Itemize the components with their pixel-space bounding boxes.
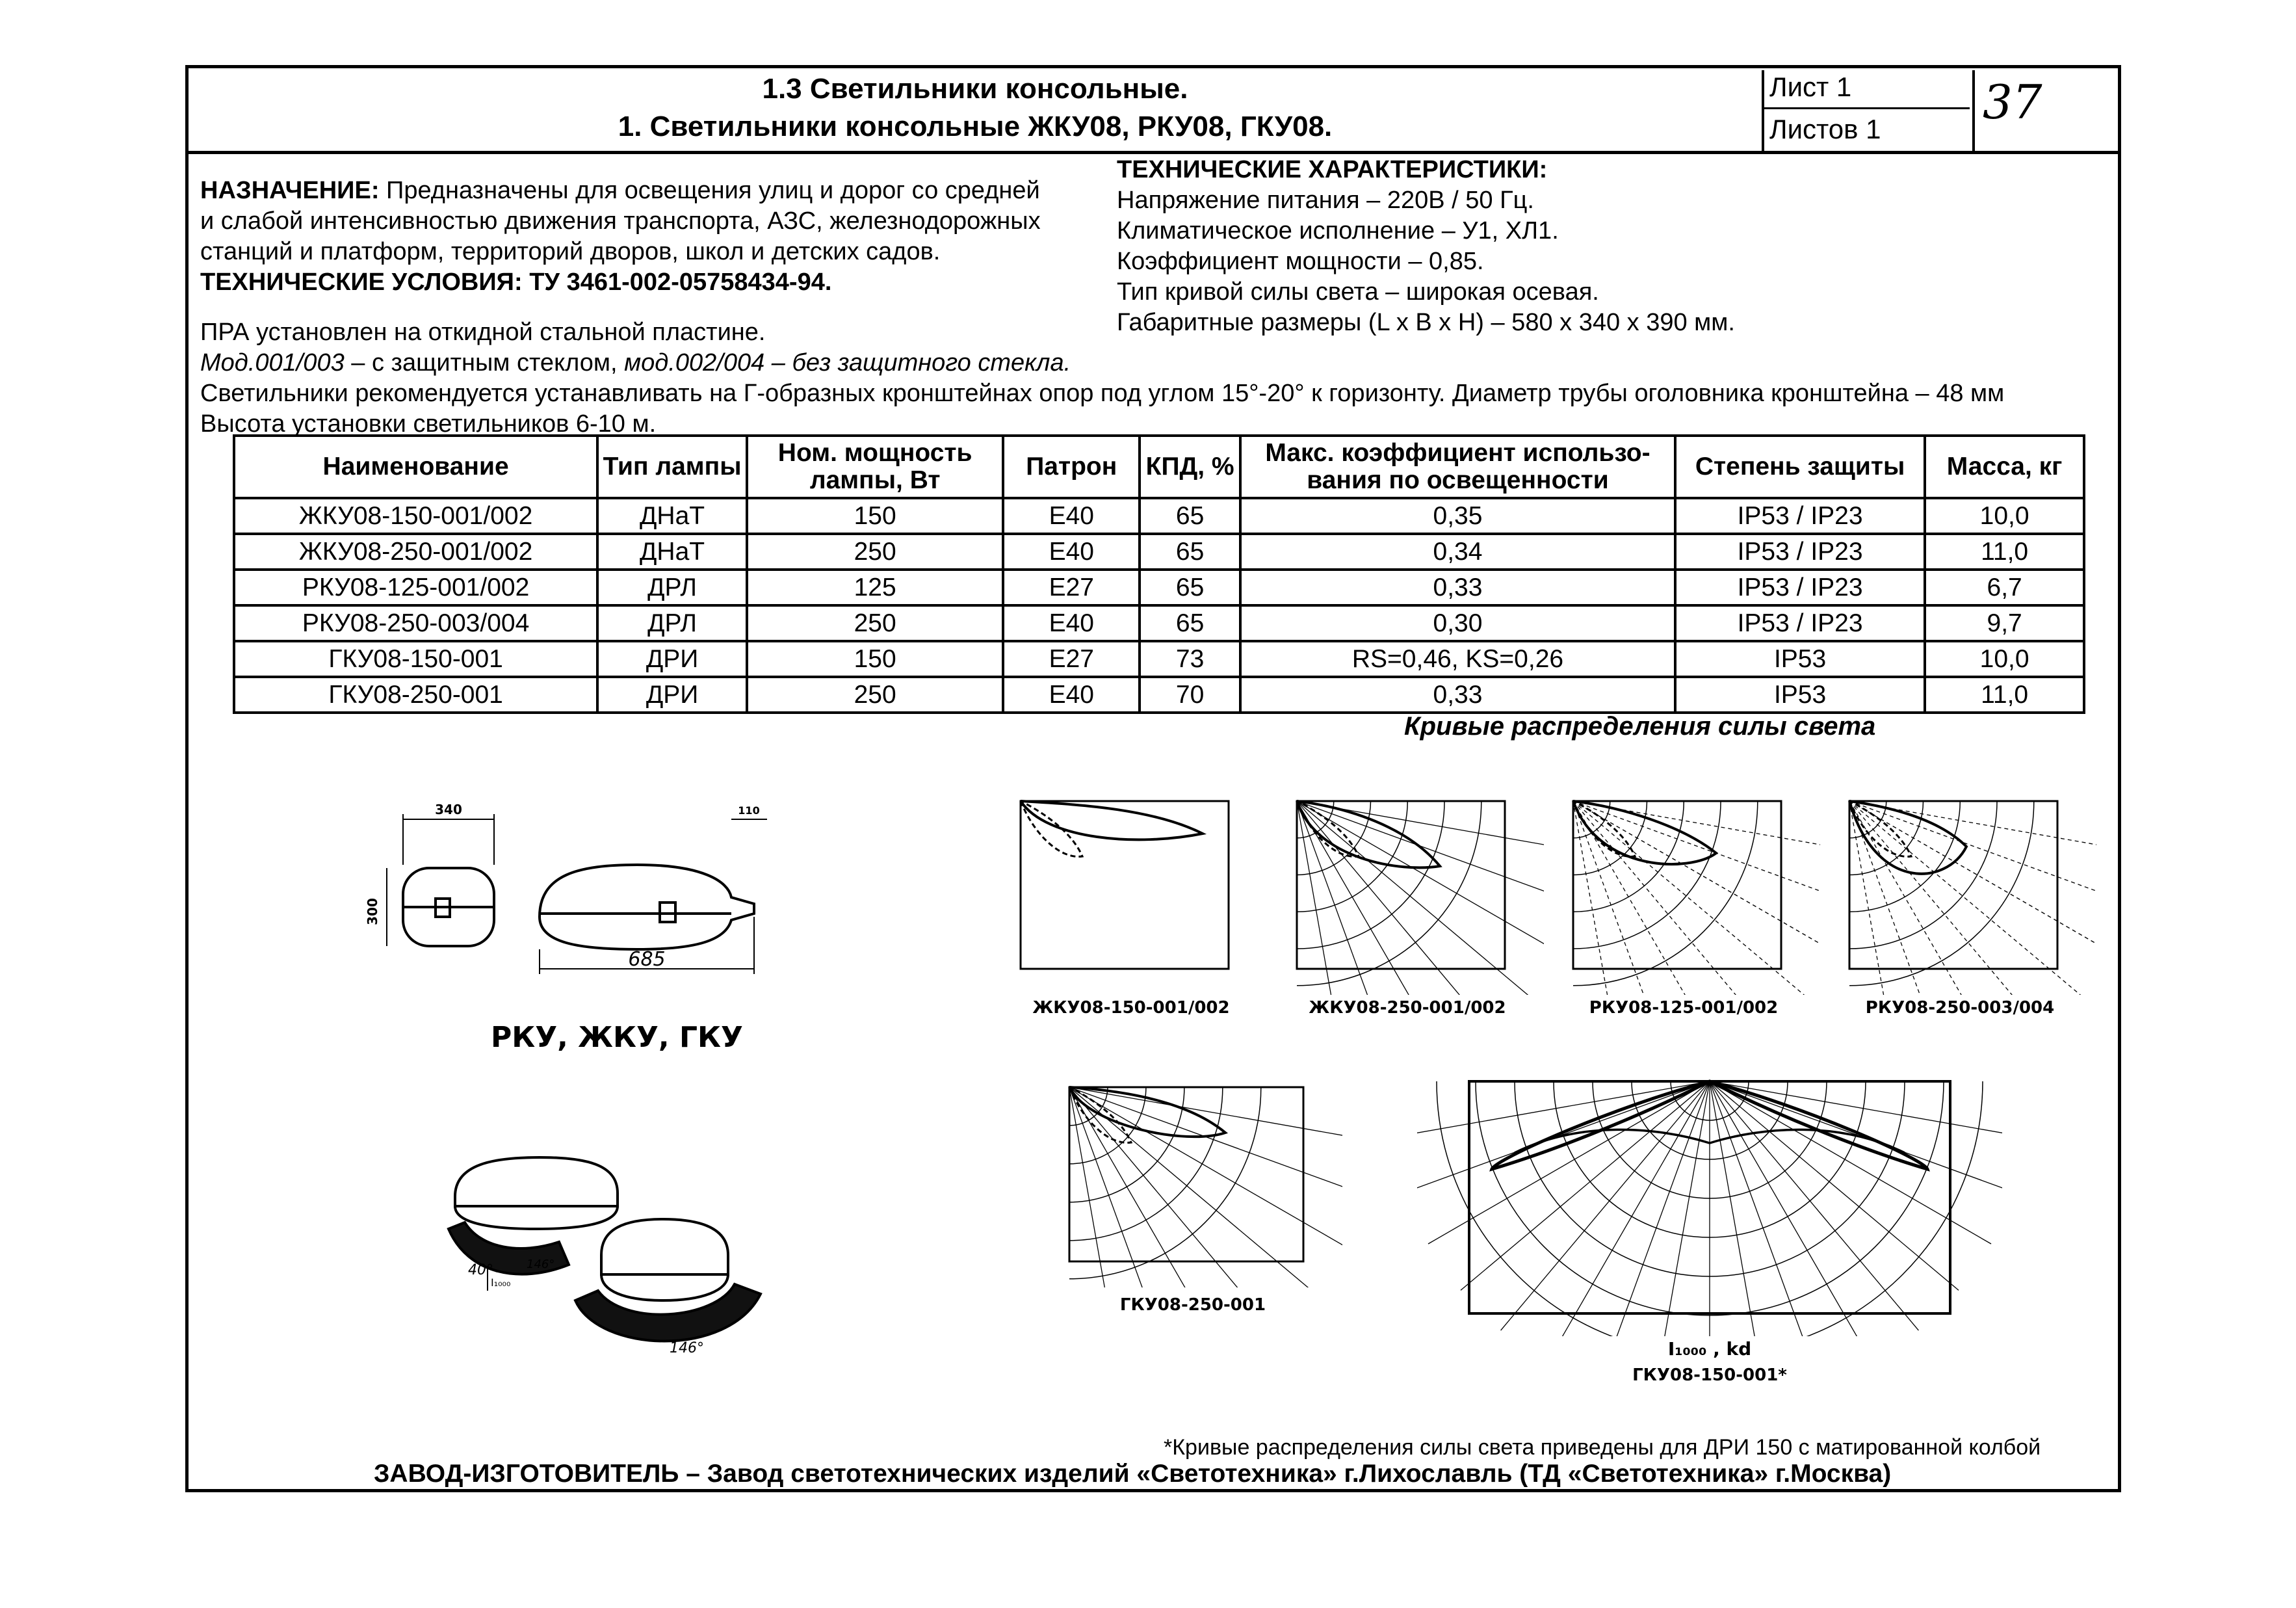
technical-conditions: ТЕХНИЧЕСКИЕ УСЛОВИЯ: ТУ 3461-002-05758434-94.: [200, 269, 832, 296]
chart-axis-gku-150: I₁₀₀₀ , kd: [1667, 1338, 1752, 1360]
footnote: *Кривые распределения силы света приведены для ДРИ 150 с матированной колбой: [1164, 1435, 2041, 1460]
grid-ray: [1849, 801, 2096, 869]
table-cell: 11,0: [1925, 534, 2084, 570]
table-cell: 73: [1140, 641, 1240, 677]
luminaire-3d-drawing: [429, 1144, 793, 1359]
table-cell: ДРЛ: [597, 605, 747, 641]
tech-voltage: Напряжение питания – 220В / 50 Гц.: [1117, 187, 1534, 214]
tech-heading: ТЕХНИЧЕСКИЕ ХАРАКТЕРИСТИКИ:: [1117, 156, 1548, 183]
tech-power-factor: Коэффициент мощности – 0,85.: [1117, 248, 1484, 275]
table-cell: 150: [747, 498, 1003, 534]
curve-c90: [1297, 801, 1359, 856]
polar-chart-rku-250: [1823, 787, 2096, 995]
grid-ray: [1573, 801, 1820, 869]
table-cell: 10,0: [1925, 498, 2084, 534]
table-cell: ЖКУ08-250-001/002: [234, 534, 597, 570]
curve-c0: [1849, 801, 1966, 874]
polar-chart-gku-150: [1417, 1063, 2002, 1336]
polar-chart-gku-250: [1043, 1073, 1342, 1287]
table-cell: IP53 / IP23: [1675, 534, 1925, 570]
table-cell: ГКУ08-150-001: [234, 641, 597, 677]
table-cell: 70: [1140, 677, 1240, 713]
table-cell: 250: [747, 677, 1003, 713]
table-cell: 65: [1140, 605, 1240, 641]
curve-c0: [1297, 801, 1440, 867]
sheets-count-label: Листов 1: [1769, 114, 1881, 144]
grid-ray: [1573, 801, 1820, 995]
luminaire-dimension-drawing: [364, 800, 819, 995]
dim-length-label: 685: [628, 948, 666, 971]
table-cell: 11,0: [1925, 677, 2084, 713]
table-cell: 10,0: [1925, 641, 2084, 677]
grid-ray: [1069, 1087, 1342, 1282]
table-cell: 0,33: [1240, 570, 1675, 605]
grid-ray: [1849, 801, 2096, 934]
chart-label-gku-150: ГКУ08-150-001*: [1632, 1365, 1787, 1385]
title-line-2: 1. Светильники консольные ЖКУ08, РКУ08, ГКУ08.: [618, 111, 1333, 142]
tech-block: [1117, 155, 2092, 338]
curves-caption: Кривые распределения силы света: [1404, 712, 1876, 741]
table-cell: 250: [747, 605, 1003, 641]
purpose-text-1: Предназначены для освещения улиц и дорог со средней: [379, 177, 1040, 204]
grid-ray: [1417, 1081, 1710, 1138]
spec-table: [233, 434, 2085, 714]
grid-ray: [1069, 1087, 1264, 1287]
grid-ray: [1710, 1081, 2002, 1138]
table-cell: 65: [1140, 498, 1240, 534]
polar-chart-rku-125: [1547, 787, 1820, 995]
grid-ray: [1573, 801, 1706, 995]
note-height: Высота установки светильников 6-10 м.: [200, 410, 657, 438]
grid-ray: [1849, 801, 1983, 995]
grid-arc: [1849, 801, 1924, 875]
chart-frame: [1573, 801, 1781, 969]
grid-ray: [1710, 1081, 1918, 1330]
tech-curve-type: Тип кривой силы света – широкая осевая.: [1117, 278, 1599, 306]
table-row: [234, 498, 2084, 534]
grid-arc: [1573, 801, 1647, 875]
purpose-text-2: и слабой интенсивностью движения транспорта, АЗС, железнодорожных: [200, 207, 1041, 235]
luminaire-label: РКУ, ЖКУ, ГКУ: [491, 1021, 743, 1054]
intensity-label: I₁₀₀₀: [491, 1276, 511, 1289]
table-cell: 6,7: [1925, 570, 2084, 605]
grid-ray: [1297, 801, 1544, 995]
grid-ray: [1849, 801, 2096, 995]
chart-frame: [1297, 801, 1505, 969]
title-line-1: 1.3 Светильники консольные.: [762, 73, 1188, 105]
table-cell: ДРИ: [597, 677, 747, 713]
table-cell: 65: [1140, 570, 1240, 605]
table-cell: IP53: [1675, 641, 1925, 677]
table-cell: РКУ08-125-001/002: [234, 570, 597, 605]
col-header-efficiency: КПД, %: [1140, 436, 1240, 498]
purpose-text-3: станций и платформ, территорий дворов, школ и детских садов.: [200, 238, 941, 265]
angle-146-label: 146°: [670, 1340, 704, 1356]
table-cell: Е27: [1003, 570, 1140, 605]
curve-c0: [1069, 1087, 1225, 1137]
col-header-power: Ном. мощность лампы, Вт: [747, 436, 1003, 498]
grid-ray: [1461, 1081, 1710, 1290]
notes-block: [200, 317, 2085, 440]
chart-frame: [1849, 801, 2057, 969]
chart-label-zhku-150: ЖКУ08-150-001/002: [1032, 998, 1230, 1018]
sheet-label: Лист 1: [1769, 72, 1852, 102]
col-header-lamp-type: Тип лампы: [597, 436, 747, 498]
table-cell: IP53 / IP23: [1675, 605, 1925, 641]
curve-c90: [1021, 801, 1082, 856]
dim-small-label: 110: [738, 804, 760, 817]
table-cell: ДРЛ: [597, 570, 747, 605]
grid-ray: [1297, 801, 1430, 995]
table-cell: 65: [1140, 534, 1240, 570]
manufacturer: ЗАВОД-ИЗГОТОВИТЕЛЬ – Завод светотехнических изделий «Светотехника» г.Лихославль (ТД «Светотехника» г.Москва): [374, 1460, 1892, 1488]
purpose-block: [200, 176, 1123, 298]
grid-ray: [1069, 1087, 1203, 1287]
table-row: [234, 534, 2084, 570]
table-cell: ДНаТ: [597, 498, 747, 534]
table-cell: 0,35: [1240, 498, 1675, 534]
grid-ray: [1598, 1081, 1710, 1336]
table-cell: ДРИ: [597, 641, 747, 677]
table-cell: 0,30: [1240, 605, 1675, 641]
purpose-heading: НАЗНАЧЕНИЕ:: [200, 177, 380, 204]
table-cell: Е40: [1003, 534, 1140, 570]
table-cell: Е40: [1003, 677, 1140, 713]
curve-c0: [1573, 801, 1716, 864]
table-row: [234, 641, 2084, 677]
table-cell: РКУ08-250-003/004: [234, 605, 597, 641]
polar-chart-zhku-250: [1271, 787, 1544, 995]
col-header-socket: Патрон: [1003, 436, 1140, 498]
table-cell: 9,7: [1925, 605, 2084, 641]
table-cell: Е27: [1003, 641, 1140, 677]
col-header-protection: Степень защиты: [1675, 436, 1925, 498]
grid-ray: [1573, 801, 1820, 995]
grid-ray: [1573, 801, 1820, 934]
grid-ray: [1069, 1087, 1342, 1287]
table-cell: IP53 / IP23: [1675, 498, 1925, 534]
chart-frame: [1069, 1087, 1303, 1261]
chart-label-zhku-250: ЖКУ08-250-001/002: [1309, 998, 1506, 1018]
table-cell: IP53: [1675, 677, 1925, 713]
table-row: [234, 605, 2084, 641]
sheet-box-divider: [1762, 107, 1970, 109]
table-cell: ДНаТ: [597, 534, 747, 570]
table-cell: ГКУ08-250-001: [234, 677, 597, 713]
grid-ray: [1297, 801, 1544, 995]
polar-chart-zhku-150: [995, 787, 1268, 995]
table-row: [234, 570, 2084, 605]
grid-ray: [1849, 801, 2096, 995]
grid-ray: [1297, 801, 1544, 869]
tech-climate: Климатическое исполнение – У1, ХЛ1.: [1117, 217, 1559, 244]
table-cell: 0,34: [1240, 534, 1675, 570]
tech-dimensions: Габаритные размеры (L x B x H) – 580 x 340 x 390 мм.: [1117, 309, 1735, 336]
note-pra: ПРА установлен на откидной стальной пластине.: [200, 319, 766, 346]
note-mod-c: мод.002/004 – без защитного стекла.: [624, 349, 1071, 376]
angle-146-top-label: 146°: [527, 1258, 555, 1271]
table-cell: Е40: [1003, 498, 1140, 534]
angle-40-label: 40°: [468, 1262, 493, 1278]
grid-ray: [1710, 1081, 1959, 1290]
dim-height-label: 300: [365, 898, 380, 925]
table-cell: RS=0,46, KS=0,26: [1240, 641, 1675, 677]
note-install: Светильники рекомендуется устанавливать на Г-образных кронштейнах опор под углом 15°-20° к горизонту. Диаметр трубы оголовника кронштейна – 48 мм: [200, 380, 2005, 407]
table-cell: ЖКУ08-150-001/002: [234, 498, 597, 534]
table-row: [234, 677, 2084, 713]
curve-c90: [1573, 801, 1635, 856]
col-header-name: Наименование: [234, 436, 597, 498]
chart-label-gku-250: ГКУ08-250-001: [1119, 1295, 1266, 1315]
table-cell: 125: [747, 570, 1003, 605]
chart-label-rku-250: РКУ08-250-003/004: [1865, 998, 2055, 1018]
note-mod-b: – с защитным стеклом,: [344, 349, 625, 376]
table-cell: 150: [747, 641, 1003, 677]
grid-ray: [1297, 801, 1544, 995]
chart-label-rku-125: РКУ08-125-001/002: [1589, 998, 1779, 1018]
table-cell: Е40: [1003, 605, 1140, 641]
grid-ray: [1710, 1081, 1821, 1336]
grid-ray: [1501, 1081, 1710, 1330]
table-header-row: [234, 436, 2084, 498]
curve-c0: [1021, 801, 1203, 839]
table-cell: IP53 / IP23: [1675, 570, 1925, 605]
page-number: 37: [1983, 75, 2042, 129]
note-mod-a: Мод.001/003: [200, 349, 345, 376]
page-title: [189, 70, 1762, 146]
dim-width-label: 340: [435, 802, 462, 817]
table-cell: 0,33: [1240, 677, 1675, 713]
grid-arc: [1573, 801, 1721, 949]
grid-ray: [1849, 801, 2096, 995]
col-header-utilization: Макс. коэффициент использо-вания по освещенности: [1240, 436, 1675, 498]
col-header-mass: Масса, кг: [1925, 436, 2084, 498]
table-cell: 250: [747, 534, 1003, 570]
grid-ray: [1573, 801, 1820, 995]
